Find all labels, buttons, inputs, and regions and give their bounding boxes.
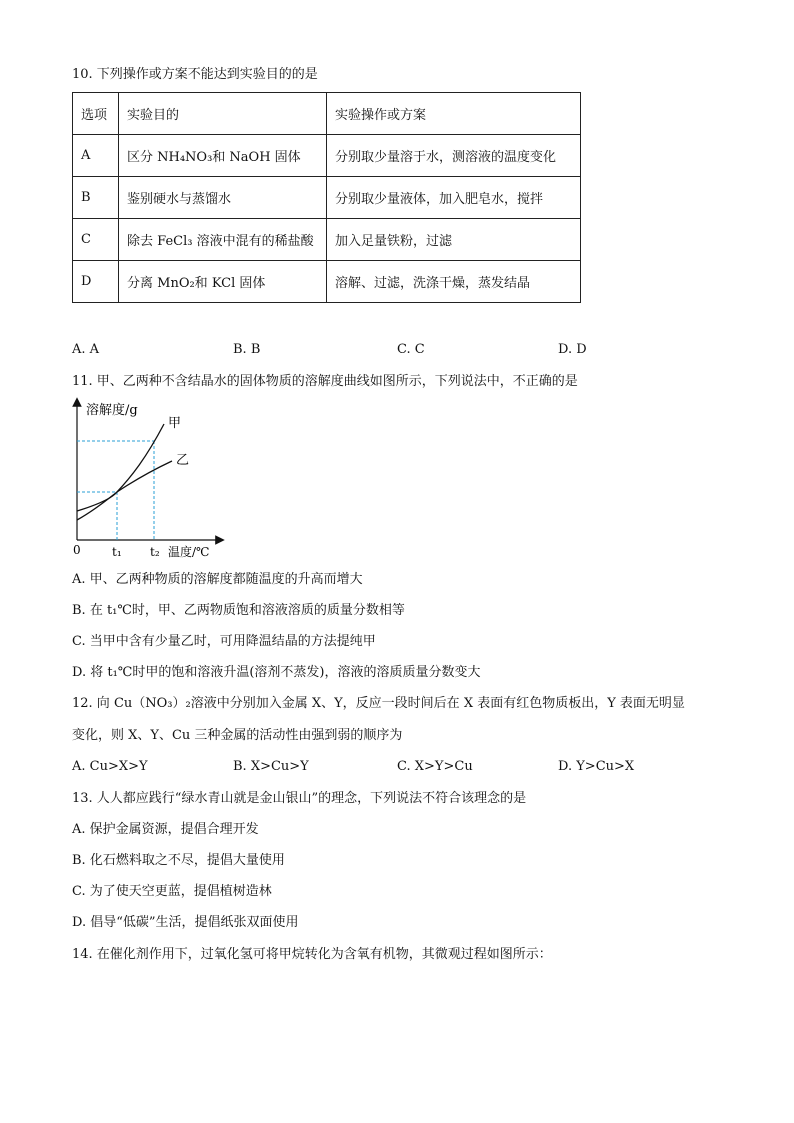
curve-yi-label: 乙 — [176, 453, 190, 468]
q12-stem-line1: 12. 向 Cu（NO₃）₂溶液中分别加入金属 X、Y，反应一段时间后在 X 表面有红色物质板出，Y 表面无明显 — [72, 696, 685, 711]
q14-stem: 14. 在催化剂作用下，过氧化氢可将甲烷转化为含氧有机物，其微观过程如图所示： — [72, 947, 552, 962]
q12-stem-line2: 变化，则 X、Y、Cu 三种金属的活动性由强到弱的顺序为 — [72, 728, 403, 743]
row-purpose: 区分 NH₄NO₃和 NaOH 固体 — [119, 135, 327, 177]
q12-choice-a: A. Cu>X>Y — [72, 759, 148, 774]
q13-stem: 13. 人人都应践行“绿水青山就是金山银山”的理念，下列说法不符合该理念的是 — [72, 791, 527, 806]
q12-choice-b: B. X>Cu>Y — [233, 759, 309, 774]
header-option: 选项 — [73, 93, 119, 135]
solubility-graph — [60, 396, 230, 566]
header-method: 实验操作或方案 — [327, 93, 581, 135]
q13-choice-d: D. 倡导“低碳”生活，提倡纸张双面使用 — [72, 915, 299, 930]
q11-choice-b: B. 在 t₁℃时，甲、乙两物质饱和溶液溶质的质量分数相等 — [72, 603, 405, 618]
q12-choice-c: C. X>Y>Cu — [397, 759, 473, 774]
row-purpose: 除去 FeCl₃ 溶液中混有的稀盐酸 — [119, 219, 327, 261]
row-option: A — [73, 135, 119, 177]
q11-choice-c: C. 当甲中含有少量乙时，可用降温结晶的方法提纯甲 — [72, 634, 376, 649]
row-method: 分别取少量溶于水，测溶液的温度变化 — [327, 135, 581, 177]
row-method: 溶解、过滤，洗涤干燥，蒸发结晶 — [327, 261, 581, 303]
row-purpose: 分离 MnO₂和 KCl 固体 — [119, 261, 327, 303]
q10-choice-d: D. D — [558, 342, 587, 357]
q11-choice-d: D. 将 t₁℃时甲的饱和溶液升温(溶剂不蒸发)，溶液的溶质质量分数变大 — [72, 665, 481, 680]
table-row — [73, 177, 581, 219]
q13-choice-a: A. 保护金属资源，提倡合理开发 — [72, 822, 259, 837]
curve-jia — [77, 424, 164, 511]
q10-choice-c: C. C — [397, 342, 425, 357]
t2-label: t₂ — [150, 545, 160, 559]
origin-label: 0 — [73, 543, 81, 557]
q13-choice-b: B. 化石燃料取之不尽，提倡大量使用 — [72, 853, 285, 868]
y-axis-label: 溶解度/g — [86, 403, 138, 418]
row-purpose: 鉴别硬水与蒸馏水 — [119, 177, 327, 219]
row-option: B — [73, 177, 119, 219]
table-row — [73, 135, 581, 177]
q11-stem: 11. 甲、乙两种不含结晶水的固体物质的溶解度曲线如图所示，下列说法中，不正确的是 — [72, 374, 578, 389]
q10-choice-b: B. B — [233, 342, 261, 357]
q10-stem: 10. 下列操作或方案不能达到实验目的的是 — [72, 67, 318, 82]
header-purpose: 实验目的 — [119, 93, 327, 135]
q10-table — [72, 92, 581, 303]
row-method: 分别取少量液体，加入肥皂水，搅拌 — [327, 177, 581, 219]
curve-jia-label: 甲 — [168, 416, 182, 431]
table-row — [73, 261, 581, 303]
q12-choice-d: D. Y>Cu>X — [558, 759, 635, 774]
t1-label: t₁ — [112, 545, 122, 559]
curve-yi — [77, 461, 172, 520]
row-option: C — [73, 219, 119, 261]
row-method: 加入足量铁粉，过滤 — [327, 219, 581, 261]
row-option: D — [73, 261, 119, 303]
table-row — [73, 219, 581, 261]
q11-choice-a: A. 甲、乙两种物质的溶解度都随温度的升高而增大 — [72, 572, 363, 587]
q13-choice-c: C. 为了使天空更蓝，提倡植树造林 — [72, 884, 272, 899]
q10-choice-a: A. A — [72, 342, 100, 357]
table-header-row — [73, 93, 581, 135]
x-axis-label: 温度/℃ — [168, 545, 210, 559]
